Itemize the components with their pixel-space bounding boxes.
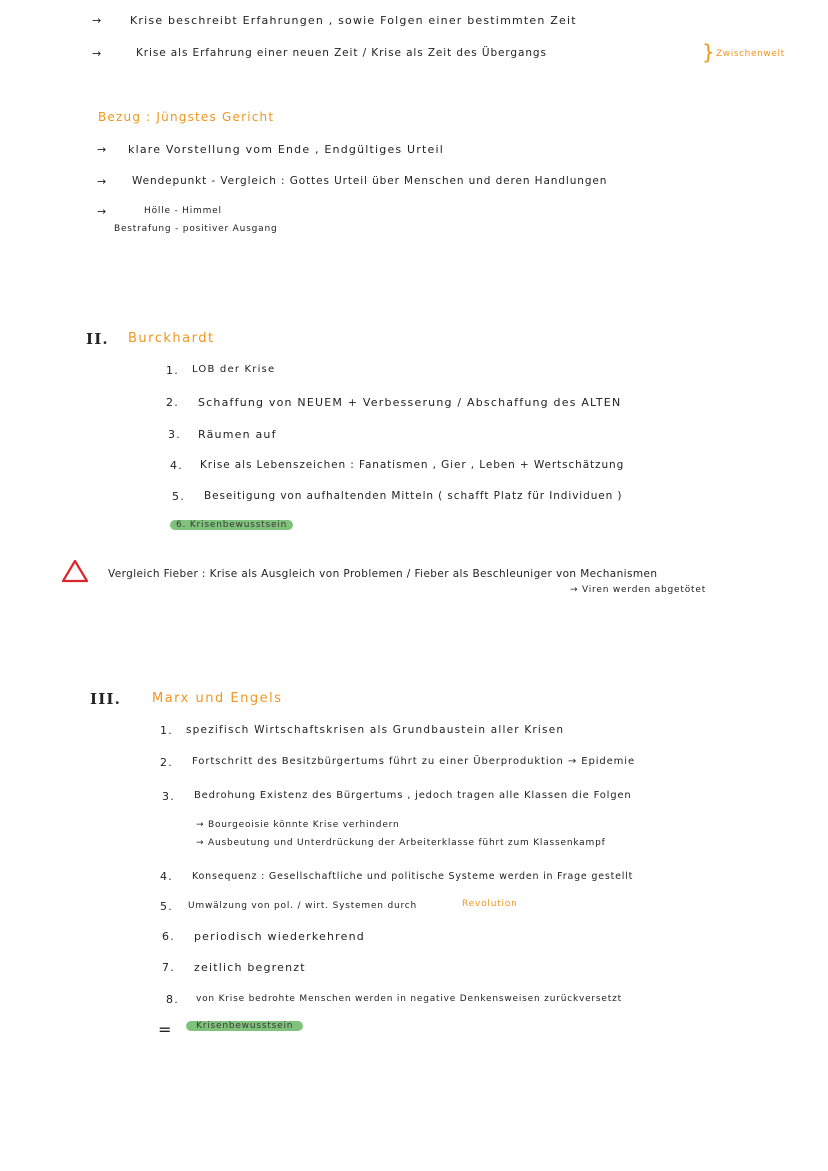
item-number: 1. xyxy=(166,364,179,377)
sub-item: → Bourgeoisie könnte Krise verhindern xyxy=(196,820,400,830)
comparison-line: Vergleich Fieber : Krise als Ausgleich von Problemen / Fieber als Beschleuniger von Mechanismen xyxy=(108,568,658,580)
list-item: Fortschritt des Besitzbürgertums führt zu einer Überproduktion → Epidemie xyxy=(192,756,636,767)
list-item: Wendepunkt - Vergleich : Gottes Urteil über Menschen und deren Handlungen xyxy=(132,175,608,187)
krisenbewusstsein-highlight: Krisenbewusstsein xyxy=(186,1021,303,1031)
list-item: klare Vorstellung vom Ende , Endgültiges Urteil xyxy=(128,143,445,156)
sub-item: → Ausbeutung und Unterdrückung der Arbeiterklasse führt zum Klassenkampf xyxy=(196,838,606,848)
item-number: 5. xyxy=(160,900,173,913)
comparison-subline: → Viren werden abgetötet xyxy=(570,585,707,595)
item-number: 2. xyxy=(160,756,173,769)
list-item: Hölle - Himmel xyxy=(144,206,222,216)
arrow-icon: → xyxy=(92,14,103,27)
item-number: 6. xyxy=(162,930,175,943)
arrow-icon: → xyxy=(97,175,108,188)
arrow-icon: → xyxy=(92,47,103,60)
section-numeral: III. xyxy=(90,690,122,708)
item-number: 7. xyxy=(162,961,175,974)
list-item: Schaffung von NEUEM + Verbesserung / Abschaffung des ALTEN xyxy=(198,396,622,409)
list-item: spezifisch Wirtschaftskrisen als Grundbaustein aller Krisen xyxy=(186,724,565,736)
list-item: Beseitigung von aufhaltenden Mitteln ( schafft Platz für Individuen ) xyxy=(204,490,623,502)
note-line: Krise als Erfahrung einer neuen Zeit / Krise als Zeit des Übergangs xyxy=(136,47,547,59)
list-item: Bestrafung - positiver Ausgang xyxy=(114,224,278,234)
note-line: Krise beschreibt Erfahrungen , sowie Folgen einer bestimmten Zeit xyxy=(130,14,577,27)
item-number: 6. xyxy=(176,520,187,530)
arrow-icon: → xyxy=(97,205,108,218)
list-item: periodisch wiederkehrend xyxy=(194,930,365,943)
item-number: 5. xyxy=(172,490,185,503)
highlight-marker xyxy=(170,520,293,530)
arrow-icon: → xyxy=(97,143,108,156)
list-item: Konsequenz : Gesellschaftliche und politische Systeme werden in Frage gestellt xyxy=(192,871,634,882)
list-item: Umwälzung von pol. / wirt. Systemen durch xyxy=(188,901,418,911)
section-numeral: II. xyxy=(86,330,109,348)
item-number: 4. xyxy=(170,459,183,472)
bezug-heading: Bezug : Jüngstes Gericht xyxy=(98,110,275,124)
equals-sign: = xyxy=(158,1020,173,1039)
krisenbewusstsein-highlight: Krisenbewusstsein xyxy=(189,520,288,530)
item-number: 2. xyxy=(166,396,179,409)
item-number: 4. xyxy=(160,870,173,883)
list-item: Krise als Lebenszeichen : Fanatismen , Gier , Leben + Wertschätzung xyxy=(200,459,625,471)
list-item: Bedrohung Existenz des Bürgertums , jedoch tragen alle Klassen die Folgen xyxy=(194,790,632,801)
item-number: 8. xyxy=(166,993,179,1006)
section-title: Burckhardt xyxy=(128,331,215,346)
list-item: Räumen auf xyxy=(198,428,277,441)
item-number: 3. xyxy=(168,428,181,441)
list-item: von Krise bedrohte Menschen werden in negative Denkensweisen zurückversetzt xyxy=(196,994,622,1004)
brace: } xyxy=(702,40,716,64)
list-item: zeitlich begrenzt xyxy=(194,961,306,974)
section-title: Marx und Engels xyxy=(152,691,283,706)
revolution-note: Revolution xyxy=(462,899,518,909)
item-number: 3. xyxy=(162,790,175,803)
item-number: 1. xyxy=(160,724,173,737)
list-item: LOB der Krise xyxy=(192,364,276,375)
warning-triangle-icon xyxy=(61,559,89,583)
zwischenwelt-note: Zwischenwelt xyxy=(716,49,785,59)
